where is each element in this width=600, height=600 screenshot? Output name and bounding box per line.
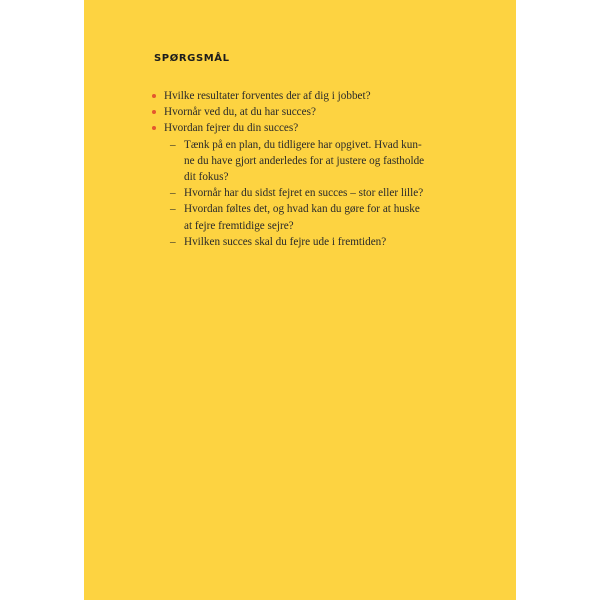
bullet-icon xyxy=(152,94,156,98)
question-text: Hvornår ved du, at du har succes? xyxy=(164,106,316,119)
subquestion-line: Hvordan føltes det, og hvad kan du gøre for at huske xyxy=(184,203,420,216)
page xyxy=(84,0,516,600)
question-item xyxy=(152,120,472,250)
dash-icon: – xyxy=(170,187,176,200)
subquestion-line: ne du have gjort anderledes for at justere og fastholde xyxy=(184,154,425,167)
subquestion-line: Hvornår har du sidst fejret en succes – stor eller lille? xyxy=(184,187,424,200)
dash-icon: – xyxy=(170,203,176,216)
subquestion-item xyxy=(170,234,472,250)
dash-icon: – xyxy=(170,235,176,248)
subquestion-line: dit fokus? xyxy=(184,171,229,184)
dash-icon: – xyxy=(170,138,176,151)
question-text: Hvilke resultater forventes der af dig i jobbet? xyxy=(164,90,371,102)
question-item xyxy=(152,104,472,120)
question-text: Hvordan fejrer du din succes? xyxy=(164,122,299,135)
subquestion-list xyxy=(164,137,472,250)
section-heading: SPØRGSMÅL xyxy=(154,53,230,64)
subquestion-item xyxy=(170,185,472,201)
subquestion-line: at fejre fremtidige sejre? xyxy=(184,219,294,232)
subquestion-item xyxy=(170,137,472,186)
question-list xyxy=(152,88,472,250)
bullet-icon xyxy=(152,126,156,130)
subquestion-line: Tænk på en plan, du tidligere har opgivet. Hvad kun- xyxy=(184,138,422,151)
bullet-icon xyxy=(152,110,156,114)
subquestion-item xyxy=(170,201,472,233)
subquestion-line: Hvilken succes skal du fejre ude i fremtiden? xyxy=(184,235,387,248)
question-item xyxy=(152,88,472,104)
